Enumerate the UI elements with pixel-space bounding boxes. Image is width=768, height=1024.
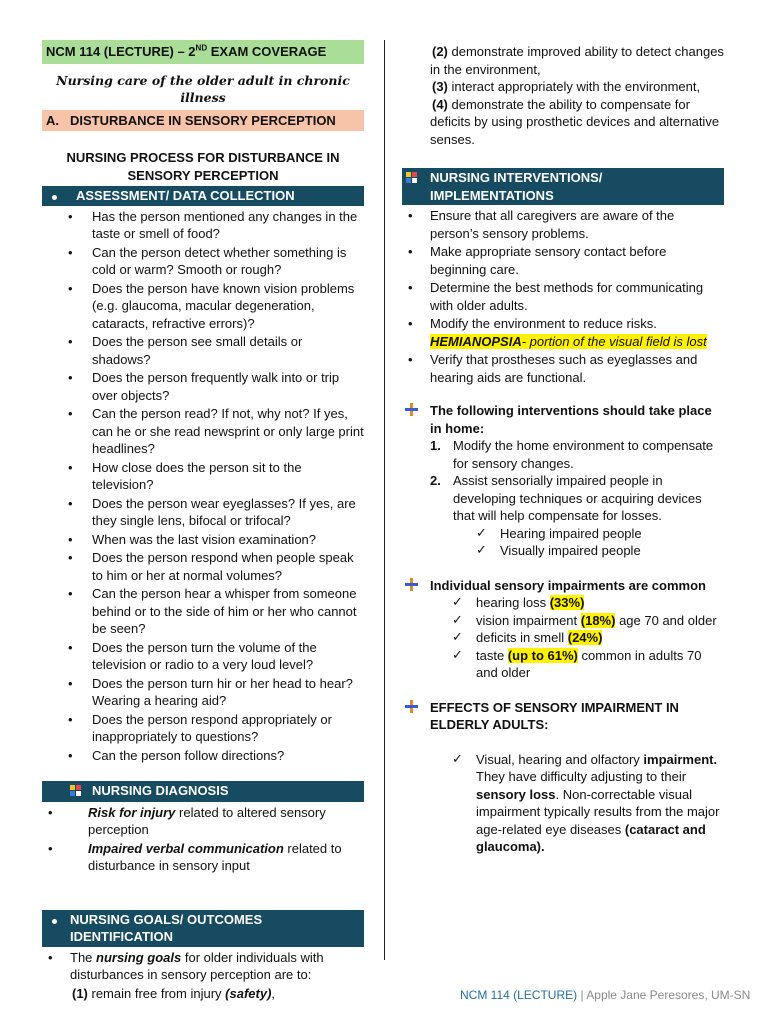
effects-bold: impairment. bbox=[643, 751, 718, 767]
diagnosis-title: NURSING DIAGNOSIS bbox=[92, 783, 229, 798]
goal-item-2 bbox=[402, 43, 724, 78]
impairment-text: common in adults 70 and older bbox=[476, 647, 702, 680]
goal-number: (1) bbox=[72, 985, 88, 1001]
assessment-list bbox=[42, 208, 364, 765]
list-item bbox=[402, 612, 724, 630]
list-item: • Can the person read? If not, why not? If yes, can he or she read newsprint or only large print headlines? bbox=[42, 405, 364, 458]
list-item: • Has the person mentioned any changes in the taste or smell of food? bbox=[42, 208, 364, 243]
list-item: • Does the person have known vision problems (e.g. glaucoma, macular degeneration, cataracts, refractive errors)? bbox=[42, 280, 364, 333]
coverage-sup: ND bbox=[195, 43, 208, 53]
goal-text: interact appropriately with the environment, bbox=[447, 79, 701, 94]
sticky-note-icon bbox=[48, 782, 92, 801]
goal-number: (3) bbox=[432, 79, 448, 94]
impairment-text: deficits in smell bbox=[476, 630, 568, 645]
effects-heading bbox=[402, 699, 724, 734]
list-item: • Does the person wear eyeglasses? If yes, are they single lens, bifocal or trifocal? bbox=[42, 495, 364, 530]
assessment-bar bbox=[42, 186, 364, 206]
goal-item-4 bbox=[402, 96, 724, 149]
nursing-process-title: NURSING PROCESS FOR DISTURBANCE IN SENSORY PERCEPTION bbox=[66, 150, 340, 183]
impairment-percent: (33%) bbox=[549, 595, 585, 610]
goals-list bbox=[42, 949, 364, 984]
diagnosis-text: related to disturbance in sensory input bbox=[88, 840, 342, 873]
list-item bbox=[42, 804, 364, 839]
goals-text: The bbox=[70, 949, 97, 965]
impairment-percent: (24%) bbox=[567, 630, 603, 645]
list-item bbox=[402, 629, 724, 647]
effects-bold: sensory loss bbox=[476, 786, 556, 802]
list-item: • When was the last vision examination? bbox=[42, 531, 364, 549]
document-subtitle: Nursing care of the older adult in chronic illness bbox=[56, 72, 350, 105]
list-item: ✓ Visually impaired people bbox=[402, 542, 724, 560]
hemianopsia-term: HEMIANOPSIA bbox=[430, 333, 522, 349]
impairments-list bbox=[402, 594, 724, 682]
effects-list bbox=[402, 751, 724, 856]
goals-bar bbox=[42, 910, 364, 947]
effects-text: They have difficulty adjusting to their bbox=[476, 769, 687, 784]
left-column bbox=[42, 40, 364, 1002]
footer-course: NCM 114 (LECTURE) bbox=[460, 988, 578, 1002]
bullet-icon bbox=[48, 911, 66, 929]
diagnosis-term: Risk for injury bbox=[88, 804, 176, 820]
list-item: • How close does the person sit to the television? bbox=[42, 459, 364, 494]
impairment-text: vision impairment bbox=[476, 612, 581, 628]
column-divider bbox=[384, 40, 385, 960]
list-item bbox=[402, 437, 724, 472]
list-item: • Make appropriate sensory contact before beginning care. bbox=[402, 243, 724, 278]
interventions-title: NURSING INTERVENTIONS/ IMPLEMENTATIONS bbox=[430, 170, 603, 203]
diagnosis-list bbox=[42, 804, 364, 875]
effects-text: Visual, hearing and olfactory bbox=[476, 751, 644, 767]
impairment-text: taste bbox=[476, 647, 508, 663]
list-item bbox=[402, 472, 724, 525]
list-item bbox=[42, 949, 364, 984]
list-item: • Does the person respond when people speak to him or her at normal volumes? bbox=[42, 549, 364, 584]
list-item: • Can the person follow directions? bbox=[42, 747, 364, 765]
effects-title: EFFECTS OF SENSORY IMPAIRMENT IN ELDERLY ADULTS: bbox=[430, 699, 679, 732]
home-text: Assist sensorially impaired people in developing techniques or acquiring devices that will help compensate for losses. bbox=[453, 473, 702, 523]
section-letter: A. bbox=[46, 112, 59, 128]
page-footer bbox=[460, 987, 750, 1005]
goal-text: demonstrate the ability to compensate for deficits by using prosthetic devices and alternative senses. bbox=[430, 96, 720, 147]
diagnosis-text: related to altered sensory perception bbox=[88, 804, 326, 837]
list-item: • Can the person detect whether something is cold or warm? Smooth or rough? bbox=[42, 244, 364, 279]
list-item bbox=[402, 647, 724, 682]
goal-text: , bbox=[271, 985, 276, 1001]
home-sublist bbox=[402, 525, 724, 560]
list-item: • Does the person see small details or shadows? bbox=[42, 333, 364, 368]
coverage-text-end: EXAM COVERAGE bbox=[207, 44, 327, 59]
list-item: • Does the person respond appropriately or inappropriately to questions? bbox=[42, 711, 364, 746]
list-item: • Does the person turn hir or her head to hear? Wearing a hearing aid? bbox=[42, 675, 364, 710]
list-number: 2. bbox=[430, 473, 441, 488]
goal-item-3 bbox=[402, 78, 724, 96]
goal-text: demonstrate improved ability to detect changes in the environment, bbox=[430, 44, 724, 77]
interventions-bar bbox=[402, 168, 724, 205]
list-item: • Does the person turn the volume of the television or radio to a very loud level? bbox=[42, 639, 364, 674]
section-title: DISTURBANCE IN SENSORY PERCEPTION bbox=[70, 112, 336, 128]
home-interventions-heading bbox=[402, 402, 724, 437]
list-item: • Does the person frequently walk into or trip over objects? bbox=[42, 369, 364, 404]
hemianopsia-note bbox=[430, 334, 707, 349]
plus-icon bbox=[402, 699, 430, 715]
goal-number: (4) bbox=[432, 96, 448, 112]
bullet-icon bbox=[48, 187, 66, 205]
goal-item-1 bbox=[42, 985, 364, 1003]
list-number: 1. bbox=[430, 438, 441, 453]
coverage-text: NCM 114 (LECTURE) – 2 bbox=[46, 44, 196, 59]
list-item bbox=[402, 315, 724, 350]
diagnosis-bar bbox=[42, 781, 364, 802]
list-item bbox=[42, 840, 364, 875]
impairment-text: age 70 and older bbox=[615, 612, 717, 628]
intervention-text: Modify the environment to reduce risks. bbox=[430, 316, 657, 331]
impairments-heading bbox=[402, 577, 724, 595]
assessment-title: ASSESSMENT/ DATA COLLECTION bbox=[76, 188, 295, 203]
effects-text: . Non-correctable visual impairment typically results from the major age-related eye diseases bbox=[476, 786, 720, 837]
footer-author: | Apple Jane Peresores, UM-SN bbox=[577, 988, 751, 1002]
interventions-list bbox=[402, 207, 724, 386]
home-text: Modify the home environment to compensate for sensory changes. bbox=[453, 438, 714, 471]
goals-term: nursing goals bbox=[96, 949, 182, 965]
impairments-title: Individual sensory impairments are common bbox=[430, 577, 706, 593]
exam-coverage-header bbox=[42, 40, 364, 64]
plus-icon bbox=[402, 402, 430, 418]
list-item: • Can the person hear a whisper from someone behind or to the side of him or her who cannot be seen? bbox=[42, 585, 364, 638]
goal-number: (2) bbox=[432, 44, 448, 59]
list-item bbox=[402, 751, 724, 856]
goal-text: remain free from injury bbox=[87, 985, 226, 1001]
diagnosis-term: Impaired verbal communication bbox=[88, 840, 284, 856]
home-title: The following interventions should take place in home: bbox=[430, 403, 712, 436]
plus-icon bbox=[402, 577, 430, 593]
goals-text: for older individuals with disturbances in sensory perception are to: bbox=[70, 949, 324, 982]
goal-emphasis: (safety) bbox=[225, 985, 272, 1001]
impairment-percent: (18%) bbox=[580, 612, 616, 628]
list-item: • Determine the best methods for communicating with older adults. bbox=[402, 279, 724, 314]
sticky-note-icon bbox=[406, 169, 430, 188]
list-item: • Verify that prostheses such as eyeglasses and hearing aids are functional. bbox=[402, 351, 724, 386]
impairment-text: hearing loss bbox=[476, 595, 550, 610]
list-item: ✓ Hearing impaired people bbox=[402, 525, 724, 543]
hemianopsia-definition: - portion of the visual field is lost bbox=[521, 333, 707, 349]
impairment-percent: (up to 61%) bbox=[507, 647, 578, 663]
goals-title: NURSING GOALS/ OUTCOMES IDENTIFICATION bbox=[70, 911, 263, 944]
home-list bbox=[402, 437, 724, 525]
list-item bbox=[402, 594, 724, 612]
list-item: • Ensure that all caregivers are aware of the person’s sensory problems. bbox=[402, 207, 724, 242]
effects-bold: (cataract and glaucoma). bbox=[476, 821, 706, 854]
right-column bbox=[402, 43, 724, 856]
section-header bbox=[42, 110, 364, 132]
